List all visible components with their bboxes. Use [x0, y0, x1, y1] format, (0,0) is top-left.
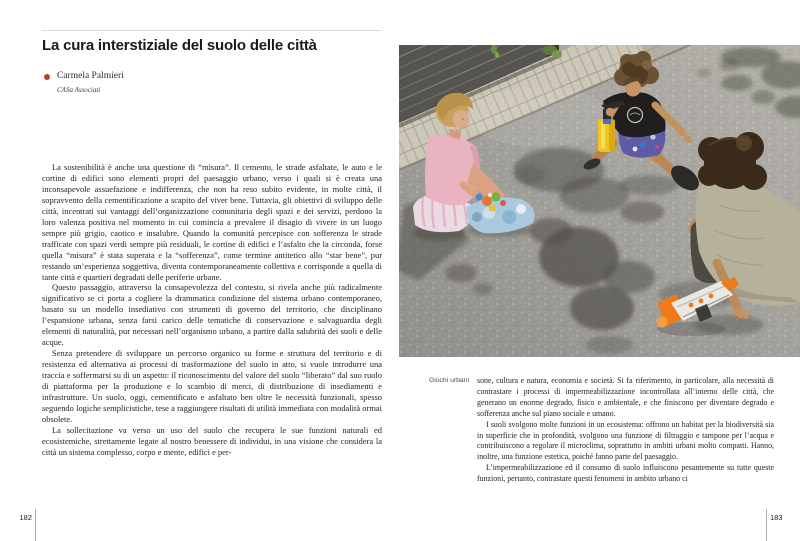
page-number-right: 183: [770, 513, 783, 522]
body-paragraph: sone, cultura e natura, economia e società. Si fa riferimento, in particolare, alla necessità di contrastare i processi di impermeabilizzazione incontrollata all’interno delle città, che generano un enorme degrado, fisico e ambientale, e che finiscono per diventare degrado e sofferenza anche sul piano sociale e umano.: [477, 376, 774, 418]
body-paragraph: Senza pretendere di sviluppare un percorso organico su forme e struttura del territorio e di resistenza ed alternativa ai processi di trasformazione del suolo in atto, si vuole introdurre una traccia e soffermarsi su di un aspetto: il riconoscimento del valore del suolo “liberato” dal suo ruolo di piattaforma per la produzione e lo scambio di merci, di distribuzione di insediamenti e infrastrutture. Un suolo, oggi, cementificato e asfaltato ben oltre le necessità funzionali, spesso seguendo logiche semplicistiche, tese a raggiungere risultati di utilità immediata con modalità ormai obsolete.: [42, 348, 382, 424]
body-paragraph: La sostenibilità è anche una questione di “misura”. Il cemento, le strade asfaltate, le auto e le cortine di edifici sono elementi propri del paesaggio urbano, verso i quali si è creata una inconsapevole assuefazione e indifferenza, che non ha reso subito evidente, in molte città, il sopravvento della cementificazione a scapito del viver bene. Tuttavia, gli obiettivi di sviluppo delle città, incentrati sui vantaggi dell’organizzazione comunitaria degli spazi e dei servizi, perdono la loro valenza positiva nel momento in cui comincia a prevalere il disagio di vivere in un luogo sempre più grigio, caotico e insalubre. Quando la comunità percepisce con sofferenza le strade trafficate con spazi verdi sempre più residuali, le cortine di edifici e l’asfalto che la circonda, forse quella “misura” è stata superata e la “sofferenza”, come termine antitetico allo “star bene”, pur restando un’esperienza soggettiva, diventa contemporaneamente collettiva e corrisponde a quella di tante città e quartieri degradati delle periferie urbane.: [42, 162, 382, 282]
body-paragraph: L’impermeabilizzazione ed il consumo di suolo influiscono pesantemente su tutte queste funzioni, pertanto, contrastare questi fenomeni in ambito urbano ci: [477, 463, 774, 484]
body-paragraph: Questo passaggio, attraverso la consapevolezza del contesto, si rivela anche più radicalmente significativo se ci porta a cogliere la drammatica condizione del sistema urbano contemporaneo, basato su un modello insediativo con strumenti di governo del territorio, che disciplinano l’espansione urbana, senza farsi carico delle tematiche di conservazione e salvaguardia degli elementi di naturalità, pur necessari nell’organismo urbano, a partire dalla salubrità dei suoli e delle acque.: [42, 282, 382, 348]
author-row: [44, 71, 124, 81]
article-photo: [399, 45, 800, 357]
author-affiliation: CASa Associati: [57, 86, 101, 94]
page-number-left: 182: [19, 513, 32, 522]
body-paragraph: I suoli svolgono molte funzioni in un ecosistema: offrono un habitat per la biodiversità sia in superficie che in profondità, svolgono una funzione di filtraggio e tampone per l’acqua e contribuiscono a regolare il microclima, soprattutto in ambiti urbani molto compatti. Hanno, inoltre, una funzione estetica, poiché fanno parte del paesaggio.: [477, 419, 774, 462]
body-paragraph: La sollecitazione va verso un uso del suolo che recupera le sue funzioni naturali ed ecosistemiche, strettamente legate al nostro benessere di individui, in una visione che considera la città un sistema complesso, corpo e mente, edifici e per-: [42, 424, 382, 457]
folio-rule-right: [766, 509, 767, 541]
author-bullet-icon: [44, 74, 50, 80]
body-column-left: [42, 162, 382, 458]
photo-scene: [399, 45, 800, 357]
photo-sun-glare: [467, 87, 611, 147]
body-column-right: [477, 376, 774, 485]
author-name: Carmela Palmieri: [57, 71, 124, 81]
title-rule: [42, 30, 381, 31]
folio-rule-left: [35, 509, 36, 541]
photo-caption: Giochi urbani: [428, 377, 469, 384]
article-title: La cura interstiziale del suolo delle città: [42, 37, 317, 54]
